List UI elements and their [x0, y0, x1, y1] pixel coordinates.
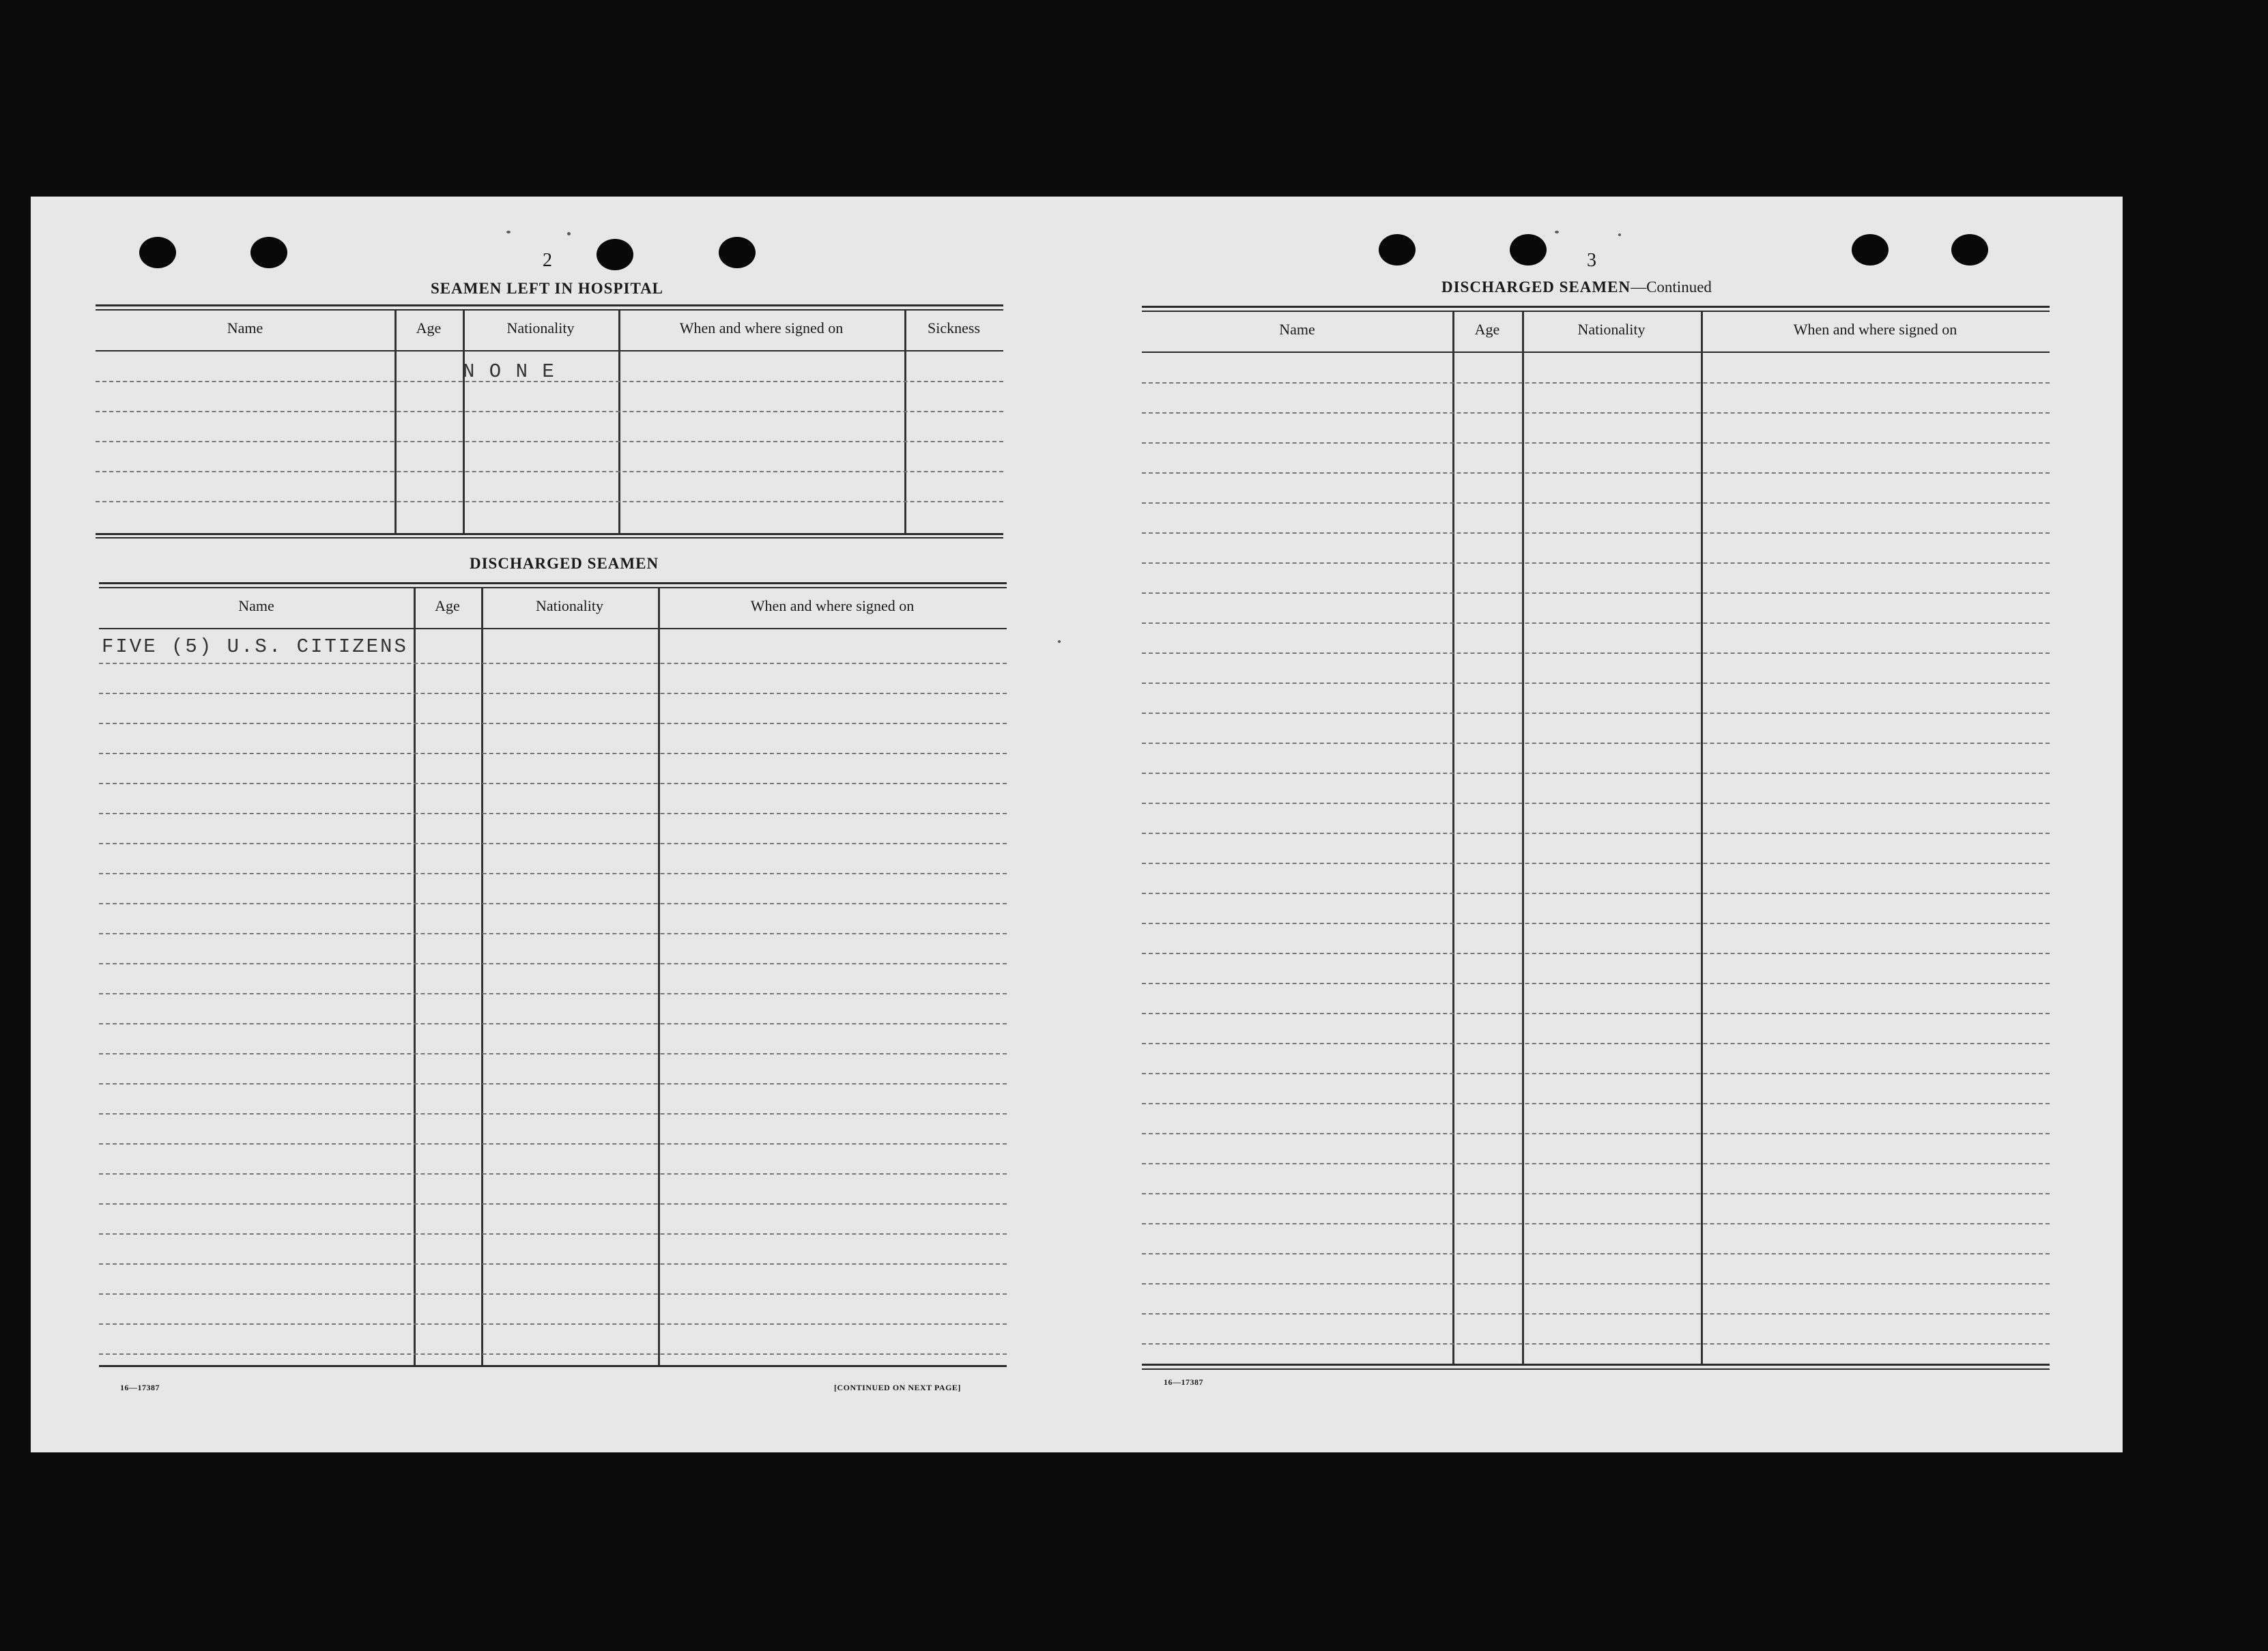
table-row — [1142, 893, 2050, 894]
punch-hole — [1510, 234, 1547, 265]
discharged-header-nationality: Nationality — [536, 597, 603, 614]
table-row — [1142, 1223, 2050, 1224]
discharged-table-right — [1142, 306, 2050, 1372]
table-row — [1142, 863, 2050, 864]
table-row — [1142, 1163, 2050, 1164]
paper-speck — [1555, 231, 1559, 233]
continued-header-nationality: Nationality — [1577, 321, 1646, 338]
punch-hole — [139, 237, 176, 268]
hospital-section-title: SEAMEN LEFT IN HOSPITAL — [431, 280, 664, 297]
table-row — [99, 873, 1007, 874]
table-row — [1142, 1193, 2050, 1194]
hospital-table — [96, 304, 1003, 538]
discharged-header-age: Age — [435, 597, 460, 614]
table-row — [99, 1233, 1007, 1235]
punch-hole — [1951, 234, 1988, 265]
continued-header-age: Age — [1474, 321, 1500, 338]
continued-section-title — [1441, 278, 1712, 296]
hospital-header-age: Age — [416, 319, 442, 336]
table-row — [99, 993, 1007, 994]
table-row — [99, 1323, 1007, 1325]
table-row — [1142, 713, 2050, 714]
hospital-header-signed-on: When and where signed on — [679, 319, 844, 336]
table-row — [1142, 1103, 2050, 1104]
table-row — [1142, 412, 2050, 414]
table-row — [99, 1353, 1007, 1355]
discharged-entry: FIVE (5) U.S. CITIZENS — [102, 635, 408, 658]
page-number-left: 2 — [543, 250, 552, 271]
continued-title-suffix: —Continued — [1631, 278, 1712, 296]
table-row — [99, 1293, 1007, 1295]
table-row — [1142, 1013, 2050, 1014]
hospital-header-nationality: Nationality — [506, 319, 575, 336]
table-row — [99, 1143, 1007, 1145]
table-row — [1142, 953, 2050, 954]
table-row — [1142, 1253, 2050, 1254]
table-row — [1142, 562, 2050, 564]
table-row — [1142, 592, 2050, 594]
table-row — [1142, 923, 2050, 924]
table-row — [99, 693, 1007, 694]
table-row — [1142, 382, 2050, 384]
table-row — [1142, 502, 2050, 504]
table-row — [1142, 983, 2050, 984]
table-row — [1142, 532, 2050, 534]
table-row — [1142, 1283, 2050, 1284]
continued-header-signed-on: When and where signed on — [1793, 321, 1957, 338]
table-row — [1142, 743, 2050, 744]
table-row — [1142, 683, 2050, 684]
punch-hole — [1852, 234, 1889, 265]
table-row — [99, 843, 1007, 844]
paper-speck — [1618, 233, 1621, 236]
table-row — [1142, 442, 2050, 444]
discharged-section-title: DISCHARGED SEAMEN — [470, 555, 659, 572]
paper-speck — [1058, 640, 1061, 643]
table-row — [1142, 773, 2050, 774]
paper-speck — [506, 231, 511, 233]
punch-hole — [1379, 234, 1416, 265]
table-row — [99, 933, 1007, 934]
table-row — [1142, 622, 2050, 624]
table-row — [99, 783, 1007, 784]
discharged-header-name: Name — [238, 597, 274, 614]
punch-hole — [719, 237, 756, 268]
discharged-table-left — [99, 582, 1007, 1369]
table-row — [96, 441, 1003, 442]
table-row — [99, 903, 1007, 904]
hospital-entry-none: N O N E — [463, 360, 556, 383]
table-row — [1142, 652, 2050, 654]
page-number-right: 3 — [1587, 250, 1596, 271]
table-row — [99, 1053, 1007, 1054]
table-row — [1142, 1073, 2050, 1074]
table-row — [99, 1263, 1007, 1265]
hospital-header-sickness: Sickness — [928, 319, 980, 336]
table-row — [1142, 472, 2050, 474]
continued-title-main: DISCHARGED SEAMEN — [1441, 278, 1631, 296]
table-row — [99, 1113, 1007, 1115]
table-row — [99, 753, 1007, 754]
table-row — [1142, 1133, 2050, 1134]
table-row — [1142, 1043, 2050, 1044]
table-row — [96, 501, 1003, 502]
continued-header-name: Name — [1279, 321, 1315, 338]
table-row — [1142, 803, 2050, 804]
document-sheet — [31, 197, 2123, 1452]
table-row — [96, 411, 1003, 412]
punch-hole — [597, 239, 633, 270]
table-row — [99, 1203, 1007, 1205]
table-row — [99, 663, 1007, 664]
table-row — [99, 963, 1007, 964]
form-number-left: 16—17387 — [120, 1383, 160, 1392]
table-row — [99, 813, 1007, 814]
hospital-header-name: Name — [227, 319, 263, 336]
form-number-right: 16—17387 — [1164, 1377, 1203, 1387]
table-row — [99, 1023, 1007, 1024]
punch-hole — [250, 237, 287, 268]
table-row — [99, 723, 1007, 724]
table-row — [99, 1083, 1007, 1085]
discharged-header-signed-on: When and where signed on — [750, 597, 915, 614]
table-row — [96, 471, 1003, 472]
table-row — [99, 1173, 1007, 1175]
table-row — [1142, 1343, 2050, 1345]
continued-note: [CONTINUED ON NEXT PAGE] — [834, 1383, 961, 1392]
table-row — [1142, 1313, 2050, 1315]
table-row — [1142, 833, 2050, 834]
paper-speck — [567, 232, 571, 235]
